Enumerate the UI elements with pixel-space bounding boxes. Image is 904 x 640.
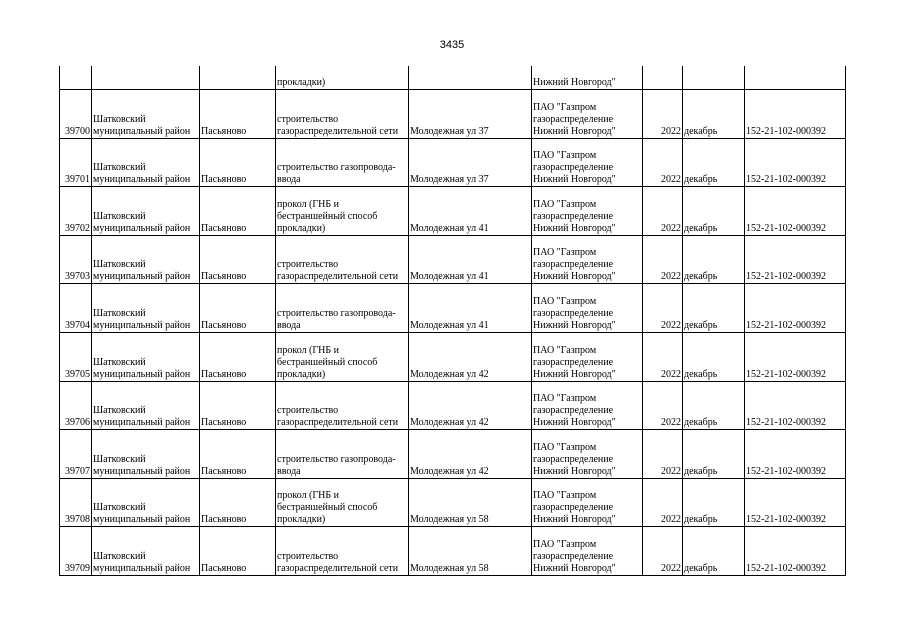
table-body <box>60 66 846 575</box>
cell-year: 2022 <box>643 138 683 187</box>
cell-code: 152-21-102-000392 <box>745 381 846 430</box>
cell-month: декабрь <box>683 284 745 333</box>
cell-settlement: Пасьяново <box>200 381 276 430</box>
cell-owner: ПАО "Газпром газораспределение Нижний Новгород" <box>532 138 643 187</box>
cell-address: Молодежная ул 41 <box>409 284 532 333</box>
cell-work: прокол (ГНБ и бестраншейный способ прокладки) <box>276 187 409 236</box>
cell-year: 2022 <box>643 235 683 284</box>
cell-month: декабрь <box>683 90 745 139</box>
table-row <box>60 187 846 236</box>
cell-year: 2022 <box>643 430 683 479</box>
cell-district: Шатковский муниципальный район <box>92 381 200 430</box>
cell-year <box>643 66 683 90</box>
cell-work: строительство газораспределительной сети <box>276 527 409 576</box>
cell-settlement: Пасьяново <box>200 138 276 187</box>
cell-settlement: Пасьяново <box>200 332 276 381</box>
cell-district: Шатковский муниципальный район <box>92 187 200 236</box>
cell-year: 2022 <box>643 527 683 576</box>
cell-address: Молодежная ул 58 <box>409 527 532 576</box>
cell-district: Шатковский муниципальный район <box>92 527 200 576</box>
table-row <box>60 90 846 139</box>
cell-address: Молодежная ул 37 <box>409 90 532 139</box>
cell-address: Молодежная ул 58 <box>409 478 532 527</box>
cell-settlement <box>200 66 276 90</box>
cell-address: Молодежная ул 41 <box>409 187 532 236</box>
cell-code: 152-21-102-000392 <box>745 235 846 284</box>
cell-address: Молодежная ул 42 <box>409 381 532 430</box>
cell-code: 152-21-102-000392 <box>745 478 846 527</box>
cell-settlement: Пасьяново <box>200 90 276 139</box>
cell-work: строительство газораспределительной сети <box>276 90 409 139</box>
cell-month: декабрь <box>683 332 745 381</box>
table-row <box>60 332 846 381</box>
cell-district: Шатковский муниципальный район <box>92 332 200 381</box>
cell-year: 2022 <box>643 187 683 236</box>
cell-work: строительство газопровода-ввода <box>276 430 409 479</box>
cell-owner: ПАО "Газпром газораспределение Нижний Новгород" <box>532 187 643 236</box>
cell-year: 2022 <box>643 478 683 527</box>
cell-district: Шатковский муниципальный район <box>92 138 200 187</box>
cell-month: декабрь <box>683 381 745 430</box>
cell-owner: ПАО "Газпром газораспределение Нижний Новгород" <box>532 527 643 576</box>
cell-month: декабрь <box>683 527 745 576</box>
cell-settlement: Пасьяново <box>200 430 276 479</box>
cell-work: строительство газопровода-ввода <box>276 284 409 333</box>
cell-code: 152-21-102-000392 <box>745 90 846 139</box>
cell-settlement: Пасьяново <box>200 235 276 284</box>
cell-address <box>409 66 532 90</box>
table-row <box>60 527 846 576</box>
cell-address: Молодежная ул 37 <box>409 138 532 187</box>
table-row <box>60 138 846 187</box>
cell-year: 2022 <box>643 284 683 333</box>
cell-id: 39702 <box>60 187 92 236</box>
cell-settlement: Пасьяново <box>200 187 276 236</box>
cell-owner: ПАО "Газпром газораспределение Нижний Новгород" <box>532 478 643 527</box>
cell-owner: ПАО "Газпром газораспределение Нижний Новгород" <box>532 90 643 139</box>
cell-id: 39706 <box>60 381 92 430</box>
cell-district: Шатковский муниципальный район <box>92 478 200 527</box>
cell-work: строительство газораспределительной сети <box>276 381 409 430</box>
cell-settlement: Пасьяново <box>200 478 276 527</box>
table-row <box>60 381 846 430</box>
cell-id: 39707 <box>60 430 92 479</box>
cell-settlement: Пасьяново <box>200 527 276 576</box>
cell-work: прокладки) <box>276 66 409 90</box>
cell-code <box>745 66 846 90</box>
page-number: 3435 <box>439 39 465 51</box>
cell-district <box>92 66 200 90</box>
cell-owner: ПАО "Газпром газораспределение Нижний Новгород" <box>532 284 643 333</box>
table-row <box>60 478 846 527</box>
cell-district: Шатковский муниципальный район <box>92 284 200 333</box>
cell-month: декабрь <box>683 478 745 527</box>
cell-month: декабрь <box>683 430 745 479</box>
cell-district: Шатковский муниципальный район <box>92 235 200 284</box>
data-table <box>59 66 846 576</box>
cell-code: 152-21-102-000392 <box>745 187 846 236</box>
cell-code: 152-21-102-000392 <box>745 430 846 479</box>
cell-id: 39701 <box>60 138 92 187</box>
table-row <box>60 284 846 333</box>
cell-address: Молодежная ул 42 <box>409 430 532 479</box>
cell-work: прокол (ГНБ и бестраншейный способ прокладки) <box>276 332 409 381</box>
cell-work: строительство газопровода-ввода <box>276 138 409 187</box>
cell-month <box>683 66 745 90</box>
cell-year: 2022 <box>643 381 683 430</box>
cell-month: декабрь <box>683 187 745 236</box>
cell-district: Шатковский муниципальный район <box>92 90 200 139</box>
cell-owner: ПАО "Газпром газораспределение Нижний Новгород" <box>532 430 643 479</box>
cell-code: 152-21-102-000392 <box>745 284 846 333</box>
cell-year: 2022 <box>643 332 683 381</box>
cell-work: строительство газораспределительной сети <box>276 235 409 284</box>
table-row <box>60 235 846 284</box>
cell-code: 152-21-102-000392 <box>745 527 846 576</box>
table-row-continued <box>60 66 846 90</box>
table-row <box>60 430 846 479</box>
cell-id: 39709 <box>60 527 92 576</box>
cell-id <box>60 66 92 90</box>
cell-owner: Нижний Новгород" <box>532 66 643 90</box>
cell-code: 152-21-102-000392 <box>745 138 846 187</box>
cell-owner: ПАО "Газпром газораспределение Нижний Новгород" <box>532 332 643 381</box>
cell-id: 39708 <box>60 478 92 527</box>
cell-owner: ПАО "Газпром газораспределение Нижний Новгород" <box>532 381 643 430</box>
cell-address: Молодежная ул 42 <box>409 332 532 381</box>
cell-address: Молодежная ул 41 <box>409 235 532 284</box>
cell-id: 39704 <box>60 284 92 333</box>
cell-id: 39705 <box>60 332 92 381</box>
cell-owner: ПАО "Газпром газораспределение Нижний Новгород" <box>532 235 643 284</box>
cell-month: декабрь <box>683 138 745 187</box>
cell-settlement: Пасьяново <box>200 284 276 333</box>
cell-id: 39700 <box>60 90 92 139</box>
cell-year: 2022 <box>643 90 683 139</box>
cell-code: 152-21-102-000392 <box>745 332 846 381</box>
cell-district: Шатковский муниципальный район <box>92 430 200 479</box>
cell-id: 39703 <box>60 235 92 284</box>
cell-work: прокол (ГНБ и бестраншейный способ прокладки) <box>276 478 409 527</box>
cell-month: декабрь <box>683 235 745 284</box>
